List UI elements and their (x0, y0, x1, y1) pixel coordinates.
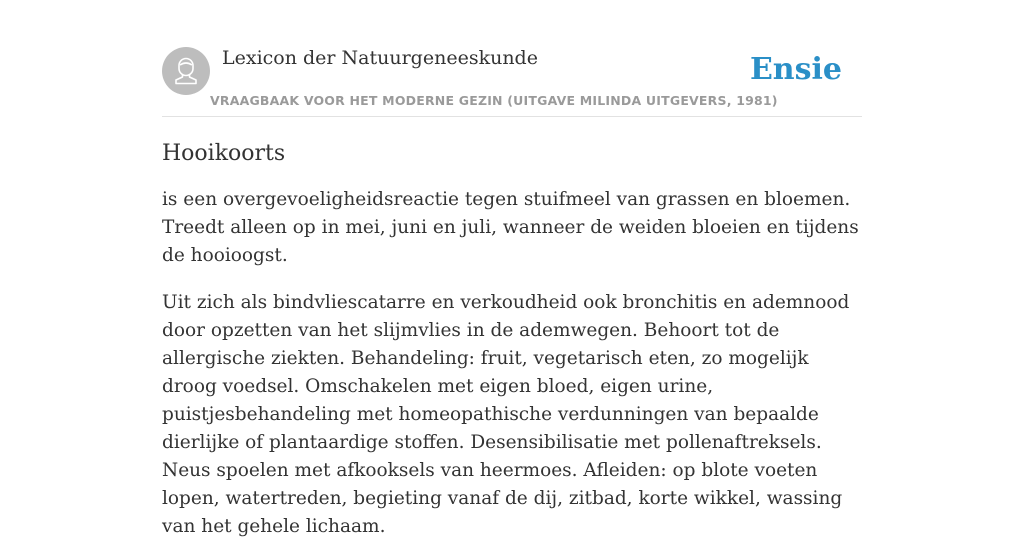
book-header (162, 46, 862, 117)
entry-content (162, 138, 864, 560)
user-avatar-icon[interactable] (162, 47, 210, 95)
entry-title: Hooikoorts (162, 141, 286, 166)
ensie-logo[interactable]: Ensie (749, 52, 842, 87)
entry-paragraph-2: Uit zich als bindvliescatarre en verkoudheid ook bronchitis en ademnood door opzetten van het slijmvlies in de ademwegen. Behoort tot de allergische ziekten. Behandeling: fruit, vegetarisch eten, zo mogelijk droog voedsel. Omschakelen met eigen bloed, eigen urine, puistjesbehandeling met homeopathische verdunningen van bepaalde dierlijke of plantaardige stoffen. Desensibilisatie met pollenaftreksels. Neus spoelen met afkooksels van heermoes. Afleiden: op blote voeten lopen, watertreden, begieting vanaf de dij, zitbad, korte wikkel, wassing van het gehele lichaam. (162, 292, 850, 537)
book-subtitle: VRAAGBAAK VOOR HET MODERNE GEZIN (UITGAVE MILINDA UITGEVERS, 1981) (210, 93, 778, 108)
entry-paragraph-1: is een overgevoeligheidsreactie tegen stuifmeel van grassen en bloemen. Treedt alleen op in mei, juni en juli, wanneer de weiden bloeien en tijdens de hooioogst. (162, 189, 859, 266)
book-title-link[interactable]: Lexicon der Natuurgeneeskunde (222, 47, 538, 69)
